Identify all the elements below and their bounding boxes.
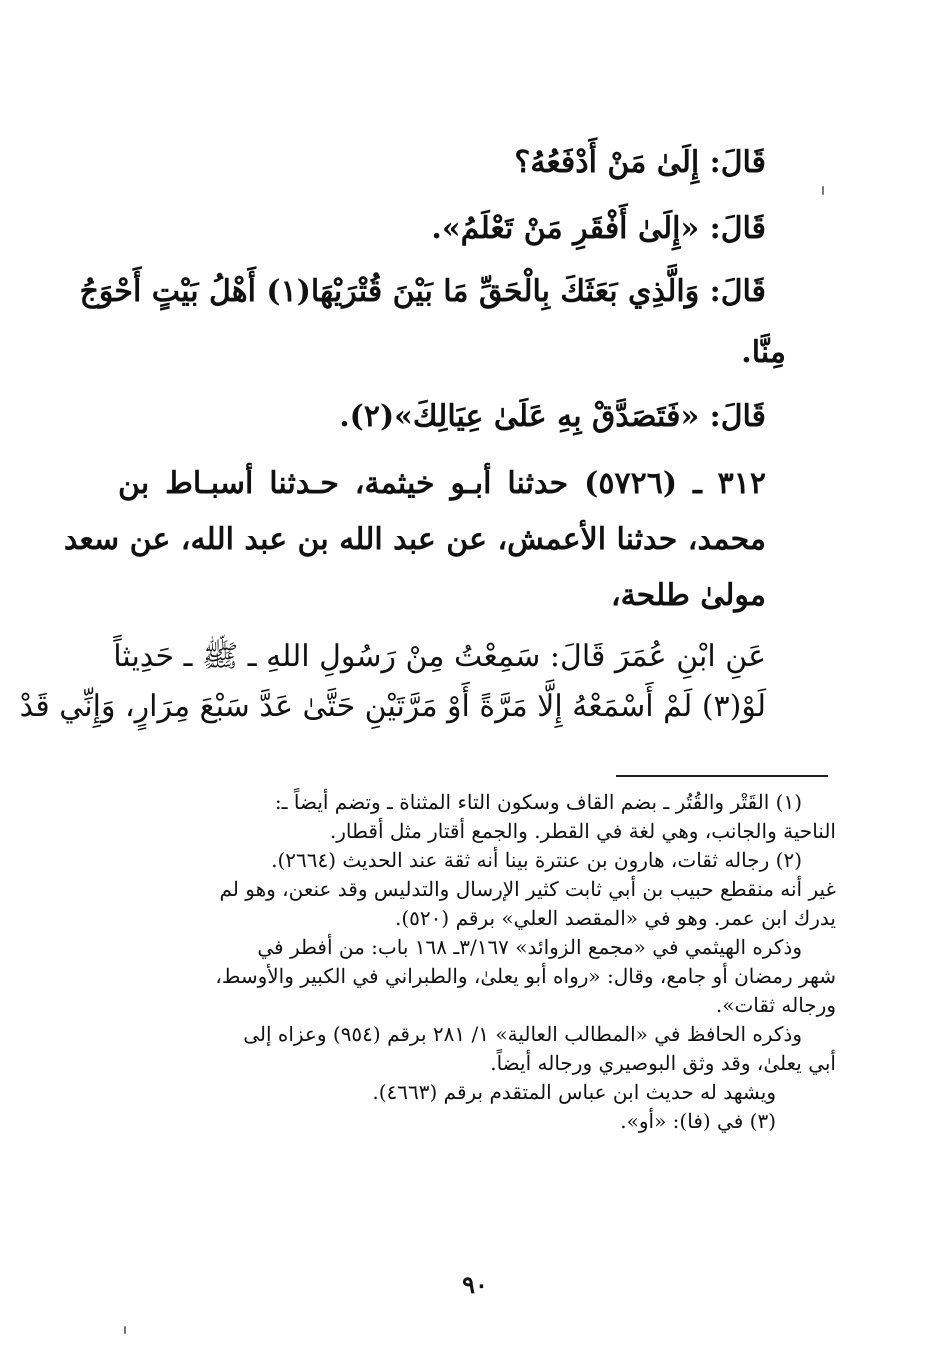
hadith-isnad [63,456,767,624]
footnote-line: أبي يعلىٰ، وقد وثق البوصيري ورجاله أيضاً. [490,1051,836,1075]
dialogue-line: قَالَ: «إِلَىٰ أَفْقَرِ مَنْ تَعْلَمُ». [431,211,766,246]
isnad-line: ٣١٢ ـ (٥٧٢٦) حدثنا أبـو خيثمة، حـدثنا أسبـاط بن [118,466,767,501]
footnote-line: شهر رمضان أو جامع، وقال: «رواه أبو يعلىٰ، والطبراني في الكبير والأوسط، [215,964,836,988]
isnad-line: محمد، حدثنا الأعمش، عن عبد الله بن عبد الله، عن سعد [63,522,766,557]
footnote-line: (٢) رجاله ثقات، هارون بن عنترة بينا أنه ثقة عند الحديث (٢٦٦٤). [271,848,802,872]
matn-line: عَنِ ابْنِ عُمَرَ قَالَ: سَمِعْتُ مِنْ رَسُولِ اللهِ ـ ﷺ ـ حَدِيثاً [113,639,766,674]
dialogue-line: قَالَ: «فَتَصَدَّقْ بِهِ عَلَىٰ عِيَالِكَ»(٢). [339,399,766,434]
scan-speck [822,186,824,195]
footnote-line: الناحية والجانب، وهي لغة في القطر. والجمع أقتار مثل أقطار. [329,819,836,843]
footnote-2 [126,846,836,933]
footnote-3: (٣) في (فا): «أو». [620,1109,776,1133]
main-text [19,130,786,732]
footnote-2-haythami [126,933,836,1020]
footnote-line: ورجاله ثقات». [715,993,836,1017]
dialogue-line: مِنَّا. [741,335,786,370]
footnote-line: وذكره الحافظ في «المطالب العالية» ١/ ٢٨١ برقم (٩٥٤) وعزاه إلى [243,1022,802,1046]
page-number: ٩٠ [462,1270,488,1299]
footnote-line: غير أنه منقطع حبيب بن أبي ثابت كثير الإرسال والتدليس وقد عنعن، وهو لم [219,877,836,901]
matn-line: لَوْ(٣) لَمْ أَسْمَعْهُ إِلَّا مَرَّةً أَوْ مَرَّتَيْنِ حَتَّىٰ عَدَّ سَبْعَ مِرَارٍ، وَإِنِّي قَدْ [19,689,766,724]
scan-speck [124,1326,126,1334]
dialogue [79,130,786,450]
isnad-line: مولىٰ طلحة، [610,578,766,613]
hadith-matn [19,632,766,732]
footnote-line: وذكره الهيثمي في «مجمع الزوائد» ٣/١٦٧ـ ١٦٨ باب: من أفطر في [257,935,802,959]
footnote-line: يدرك ابن عمر. وهو في «المقصد العلي» برقم (٥٢٠). [395,906,836,930]
footnote-1 [126,788,836,846]
footnote-line: ويشهد له حديث ابن عباس المتقدم برقم (٤٦٦٣). [372,1080,776,1104]
dialogue-line: قَالَ: إِلَىٰ مَنْ أَدْفَعُهُ؟ [514,145,766,180]
footnotes [126,788,836,1136]
footnote-separator [616,775,828,777]
footnote-line: (١) القَتْر والقُتُر ـ بضم القاف وسكون التاء المثناة ـ وتضم أيضاً ـ: [274,790,802,814]
dialogue-line: قَالَ: وَالَّذِي بَعَثَكَ بِالْحَقِّ مَا بَيْنَ قُتْرَيْهَا(١) أَهْلُ بَيْتٍ أَحْوَجُ [79,274,766,309]
footnote-2-hafiz [126,1020,836,1078]
